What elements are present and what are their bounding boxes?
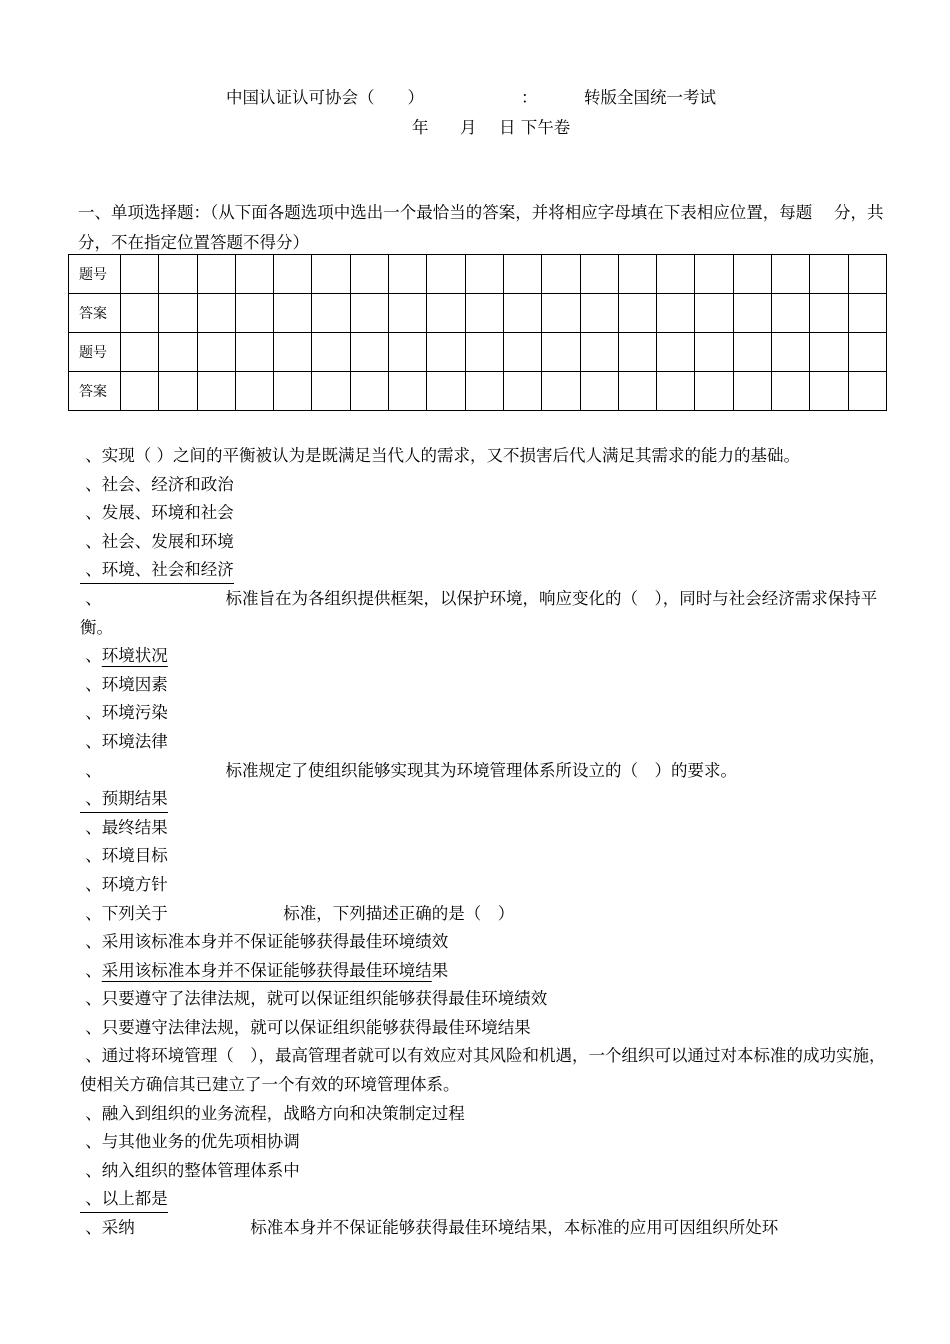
answer-cell[interactable] [350,372,388,411]
question-stem: 、实现（ ）之间的平衡被认为是既满足当代人的需求，又不损害后代人满足其需求的能力的基础。 [80,446,800,465]
answer-cell[interactable] [121,294,159,333]
answer-cell[interactable] [121,372,159,411]
answer-cell[interactable] [580,333,618,372]
option-prefix: 、 [80,1017,102,1037]
option-prefix: 、 [80,674,102,694]
option-text: 环境因素 [101,674,168,694]
option-prefix: 、 [80,789,102,809]
answer-cell[interactable] [274,333,312,372]
option-text: 社会、经济和政治 [101,474,234,494]
answer-cell[interactable] [503,255,541,294]
question-option[interactable] [80,957,888,986]
answer-cell[interactable] [733,294,771,333]
answer-cell[interactable] [848,372,886,411]
option-text: 环境方针 [101,874,168,894]
option-text: 预期结果 [101,789,168,809]
answer-cell[interactable] [312,372,350,411]
answer-cell[interactable] [389,372,427,411]
answer-cell[interactable] [695,294,733,333]
option-prefix: 、 [80,646,102,666]
answer-cell[interactable] [159,333,197,372]
answer-cell[interactable] [618,372,656,411]
option-prefix: 、 [80,989,102,1009]
answer-cell[interactable] [618,255,656,294]
question-option[interactable] [80,814,888,843]
exam-header [0,84,950,154]
option-prefix: 、 [80,874,102,894]
answer-cell[interactable] [503,333,541,372]
answer-cell[interactable] [389,255,427,294]
answer-cell[interactable] [197,255,235,294]
answer-cell[interactable] [274,294,312,333]
option-prefix: 、 [80,731,102,751]
answer-cell[interactable] [542,294,580,333]
answer-table-row [69,372,887,411]
header-year: 年 [412,118,429,137]
answer-cell[interactable] [695,372,733,411]
answer-cell[interactable] [848,255,886,294]
option-prefix: 、 [80,960,102,980]
answer-cell[interactable] [542,255,580,294]
answer-cell[interactable] [427,372,465,411]
option-underline [80,1186,168,1213]
answer-cell[interactable] [159,372,197,411]
option-prefix: 、 [80,846,102,866]
option-text: 环境状况 [101,646,168,666]
option-prefix: 、 [80,560,102,580]
answer-table-row-label: 答案 [69,294,121,333]
header-colon: ： [521,88,538,107]
option-underline [80,786,168,813]
answer-cell[interactable] [657,294,695,333]
answer-cell[interactable] [618,294,656,333]
option-text: 以上都是 [101,1189,168,1209]
answer-cell[interactable] [312,294,350,333]
option-text: 只要遵守了法律法规，就可以保证组织能够获得最佳环境绩效 [101,989,548,1009]
option-prefix: 、 [80,503,102,523]
question-option[interactable] [80,985,888,1014]
option-text: 只要遵守法律法规，就可以保证组织能够获得最佳环境结果 [101,1017,531,1037]
answer-cell[interactable] [312,333,350,372]
answer-cell[interactable] [235,294,273,333]
answer-cell[interactable] [350,255,388,294]
question-option[interactable] [80,785,888,814]
answer-cell[interactable] [810,333,848,372]
option-text: 纳入组织的整体管理体系中 [101,1160,300,1180]
option-text-tail: 果 [431,960,449,980]
answer-cell[interactable] [810,255,848,294]
answer-table-row-label: 题号 [69,255,121,294]
answer-cell[interactable] [848,294,886,333]
option-text: 社会、发展和环境 [101,531,234,551]
option-text: 环境、社会和经济 [101,560,234,580]
question-option[interactable] [80,1014,888,1043]
answer-cell[interactable] [580,372,618,411]
option-underline [80,557,234,584]
answer-cell[interactable] [350,333,388,372]
answer-cell[interactable] [772,333,810,372]
section-instructions: 一、单项选择题：（从下面各题选项中选出一个最恰当的答案，并将相应字母填在下表相应位置，每题 分，共 分，不在指定位置答题不得分） [78,203,917,252]
option-text: 发展、环境和社会 [101,503,234,523]
option-prefix: 、 [80,1189,102,1209]
answer-cell[interactable] [235,255,273,294]
answer-table-row-label: 答案 [69,372,121,411]
answer-cell[interactable] [427,333,465,372]
answer-cell[interactable] [733,333,771,372]
answer-cell[interactable] [312,255,350,294]
option-text: 环境目标 [101,846,168,866]
answer-table-row [69,255,887,294]
question-stem: 、通过将环境管理（ ），最高管理者就可以有效应对其风险和机遇，一个组织可以通过对本标准的成功实施，使相关方确信其已建立了一个有效的环境管理体系。 [80,1046,886,1095]
answer-cell[interactable] [274,255,312,294]
header-month: 月 [460,118,477,137]
option-text: 采用该标准本身并不保证能够获得最佳环境绩效 [101,932,449,952]
option-text: 采用该标准本身并不保证能够获得最佳环境结 [101,960,432,980]
answer-cell[interactable] [389,333,427,372]
option-text: 融入到组织的业务流程，战略方向和决策制定过程 [101,1103,465,1123]
answer-cell[interactable] [733,255,771,294]
question-option[interactable] [80,642,888,671]
question-stem: 、 标准旨在为各组织提供框架，以保护环境，响应变化的（ ），同时与社会经济需求保持平衡。 [80,588,878,637]
answer-cell[interactable] [848,333,886,372]
option-prefix: 、 [80,1103,102,1123]
header-org: 中国认证认可协会（ ） [226,88,424,107]
answer-table-row [69,333,887,372]
answer-table [68,254,887,411]
question-option[interactable] [80,928,888,957]
option-prefix: 、 [80,474,102,494]
option-prefix: 、 [80,817,102,837]
answer-cell[interactable] [427,294,465,333]
question-option[interactable] [80,528,888,557]
answer-cell[interactable] [121,255,159,294]
answer-cell[interactable] [159,294,197,333]
answer-cell[interactable] [465,333,503,372]
question-option[interactable] [80,1128,888,1157]
option-prefix: 、 [80,932,102,952]
answer-cell[interactable] [235,333,273,372]
question-option[interactable] [80,556,888,585]
answer-cell[interactable] [695,255,733,294]
answer-cell[interactable] [427,255,465,294]
option-text: 环境法律 [101,731,168,751]
question-option[interactable] [80,699,888,728]
answer-cell[interactable] [772,255,810,294]
answer-cell[interactable] [503,294,541,333]
answer-cell[interactable] [465,372,503,411]
question-option[interactable] [80,1157,888,1186]
answer-table-row-label: 题号 [69,333,121,372]
answer-cell[interactable] [542,372,580,411]
answer-cell[interactable] [465,294,503,333]
header-exam-title: 转版全国统一考试 [584,88,716,107]
question-option[interactable] [80,671,888,700]
answer-cell[interactable] [657,255,695,294]
answer-cell[interactable] [733,372,771,411]
option-text: 与其他业务的优先项相协调 [101,1132,300,1152]
question-option[interactable] [80,471,888,500]
answer-cell[interactable] [235,372,273,411]
answer-cell[interactable] [197,333,235,372]
question-option[interactable] [80,1185,888,1214]
answer-cell[interactable] [618,333,656,372]
question-option[interactable] [80,499,888,528]
answer-cell[interactable] [197,372,235,411]
answer-cell[interactable] [465,255,503,294]
question-option[interactable] [80,1100,888,1129]
answer-cell[interactable] [657,333,695,372]
answer-cell[interactable] [121,333,159,372]
answer-cell[interactable] [772,372,810,411]
header-day: 日 下午卷 [499,118,571,137]
question-option[interactable] [80,728,888,757]
question-stem: 、下列关于 标准，下列描述正确的是（ ） [80,903,515,923]
answer-cell[interactable] [580,255,618,294]
question-stem: 、采纳 标准本身并不保证能够获得最佳环境结果，本标准的应用可因组织所处环 [80,1218,779,1238]
option-prefix: 、 [80,1132,102,1152]
option-prefix: 、 [80,703,102,723]
answer-cell[interactable] [197,294,235,333]
option-prefix: 、 [80,531,102,551]
answer-table-row [69,294,887,333]
answer-cell[interactable] [810,372,848,411]
answer-cell[interactable] [159,255,197,294]
answer-cell[interactable] [772,294,810,333]
option-prefix: 、 [80,1160,102,1180]
answer-cell[interactable] [274,372,312,411]
question-option[interactable] [80,842,888,871]
option-text: 最终结果 [101,817,168,837]
question-stem: 、 标准规定了使组织能够实现其为环境管理体系所设立的（ ）的要求。 [80,760,737,780]
answer-cell[interactable] [350,294,388,333]
answer-cell[interactable] [542,333,580,372]
answer-cell[interactable] [503,372,541,411]
answer-cell[interactable] [580,294,618,333]
question-option[interactable] [80,871,888,900]
answer-cell[interactable] [810,294,848,333]
answer-cell[interactable] [657,372,695,411]
answer-cell[interactable] [695,333,733,372]
answer-cell[interactable] [389,294,427,333]
option-text: 环境污染 [101,703,168,723]
question-list [80,442,888,1243]
